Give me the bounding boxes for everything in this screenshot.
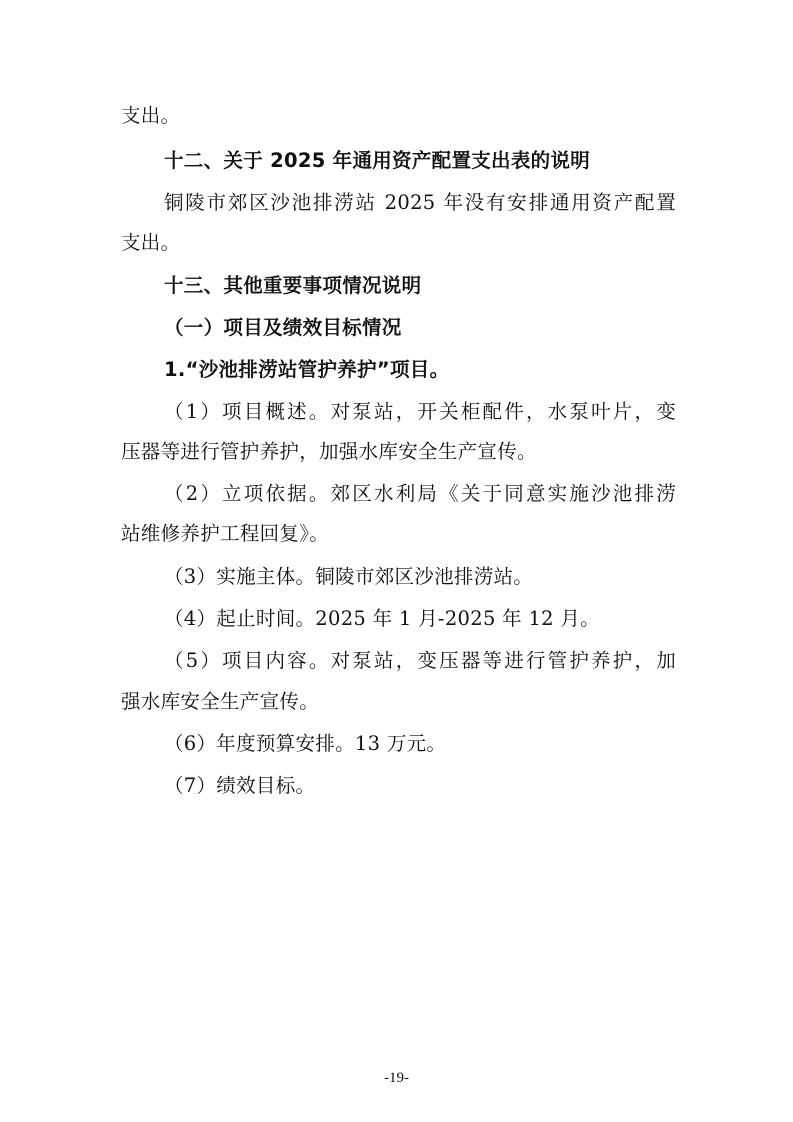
page-number: -19- xyxy=(384,1070,409,1086)
paragraph-line: （5）项目内容。对泵站，变压器等进行管护养护，加 xyxy=(164,649,676,672)
paragraph-line: 支出。 xyxy=(121,231,181,254)
paragraph-line: 铜陵市郊区沙池排涝站 2025 年没有安排通用资产配置 xyxy=(164,191,676,214)
paragraph-line: 强水库安全生产宣传。 xyxy=(121,690,320,713)
paragraph-line: 压器等进行管护养护，加强水库安全生产宣传。 xyxy=(121,440,537,463)
paragraph-line: （6）年度预算安排。13 万元。 xyxy=(164,732,447,755)
text-line-continuation: 支出。 xyxy=(121,104,181,127)
section-heading-12: 十二、关于 2025 年通用资产配置支出表的说明 xyxy=(164,149,591,172)
paragraph-line: （3）实施主体。铜陵市郊区沙池排涝站。 xyxy=(164,565,534,588)
paragraph-line: （7）绩效目标。 xyxy=(164,774,316,797)
paragraph-line: （4）起止时间。2025 年 1 月-2025 年 12 月。 xyxy=(164,607,600,630)
paragraph-line: （2）立项依据。郊区水利局《关于同意实施沙池排涝 xyxy=(164,482,676,505)
item-heading: 1.“沙池排涝站管护养护”项目。 xyxy=(164,358,450,381)
subsection-heading: （一）项目及绩效目标情况 xyxy=(164,316,402,339)
section-heading-13: 十三、其他重要事项情况说明 xyxy=(164,274,422,297)
paragraph-line: 站维修养护工程回复》。 xyxy=(121,522,330,545)
paragraph-line: （1）项目概述。对泵站，开关柜配件，水泵叶片，变 xyxy=(164,400,676,423)
